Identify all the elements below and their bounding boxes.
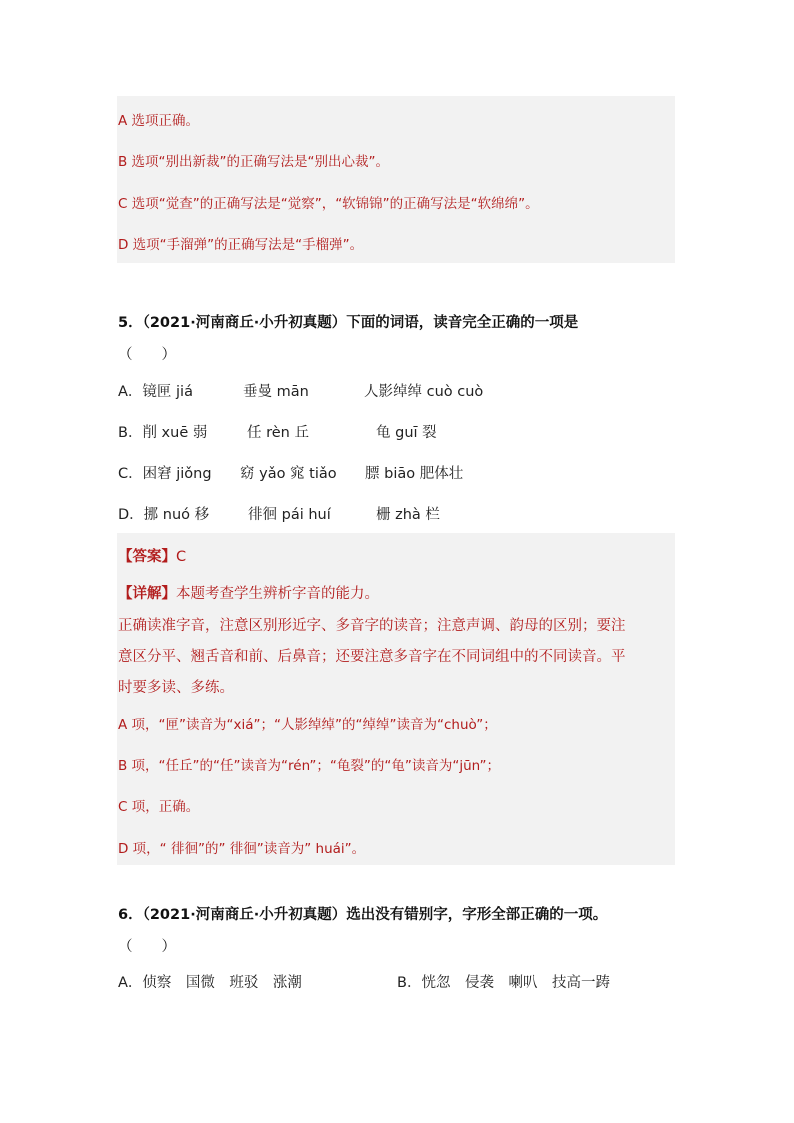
q5-analysis-d: D 项，“ 徘徊”的” 徘徊”读音为” huái”。 — [118, 841, 366, 857]
q5-option-a-col3: 人影绰绰 cuò cuò — [364, 384, 484, 400]
q5-option-b-col1: B．削 xuē 弱 — [118, 425, 208, 441]
answer-value: C — [176, 549, 187, 565]
question-5-title: 5．（2021·河南商丘·小升初真题）下面的词语，读音完全正确的一项是 — [118, 315, 579, 331]
q5-option-a-col2: 垂曼 mān — [243, 384, 309, 400]
prev-analysis-c: C 选项“觉查”的正确写法是“觉察”，“软锦锦”的正确写法是“软绵绵”。 — [118, 196, 539, 212]
q5-analysis-c: C 项，正确。 — [118, 799, 200, 815]
question-6-title: 6．（2021·河南商丘·小升初真题）选出没有错别字，字形全部正确的一项。 — [118, 907, 608, 923]
q5-detail-para-line-2: 意区分平、翘舌音和前、后鼻音；还要注意多音字在不同词组中的不同读音。平 — [118, 649, 626, 665]
q6-option-b: B．恍忽 侵袭 喇叭 技高一踌 — [397, 975, 610, 991]
prev-analysis-a: A 选项正确。 — [118, 113, 200, 129]
q5-option-c-col3: 膘 biāo 肥体壮 — [365, 466, 464, 482]
prev-analysis-d: D 选项“手溜弹”的正确写法是“手榴弹”。 — [118, 237, 364, 253]
q5-option-d-col2: 徘徊 pái huí — [248, 507, 331, 523]
q5-option-a-col1: A．镜匣 jiá — [118, 384, 193, 400]
question-6-paren: （ ） — [118, 939, 176, 955]
prev-analysis-b: B 选项“别出新裁”的正确写法是“别出心裁”。 — [118, 154, 390, 170]
detail-label: 【详解】 — [118, 586, 176, 602]
q5-detail-para-line-3: 时要多读、多练。 — [118, 680, 234, 696]
q5-detail-para-line-1: 正确读准字音，注意区别形近字、多音字的读音；注意声调、韵母的区别；要注 — [118, 618, 626, 634]
q5-analysis-a: A 项，“匣”读音为“xiá”；“人影绰绰”的“绰绰”读音为“chuò”； — [118, 717, 497, 733]
q5-option-c-col1: C．困窘 jiǒng — [118, 466, 212, 482]
q5-detail — [118, 582, 379, 603]
q5-analysis-b: B 项，“任丘”的“任”读音为“rén”；“龟裂”的“龟”读音为“jūn”； — [118, 758, 500, 774]
q5-answer — [118, 545, 186, 566]
q5-option-b-col3: 龟 guī 裂 — [376, 425, 437, 441]
q5-option-d-col1: D．挪 nuó 移 — [118, 507, 210, 523]
answer-label: 【答案】 — [118, 549, 176, 565]
question-5-paren: （ ） — [118, 347, 176, 363]
q5-option-b-col2: 任 rèn 丘 — [247, 425, 309, 441]
detail-text: 本题考查学生辨析字音的能力。 — [176, 586, 379, 602]
q5-option-d-col3: 栅 zhà 栏 — [376, 507, 440, 523]
q6-option-a: A．侦察 国微 班驳 涨潮 — [118, 975, 302, 991]
q5-option-c-col2: 窈 yǎo 窕 tiǎo — [240, 466, 337, 482]
